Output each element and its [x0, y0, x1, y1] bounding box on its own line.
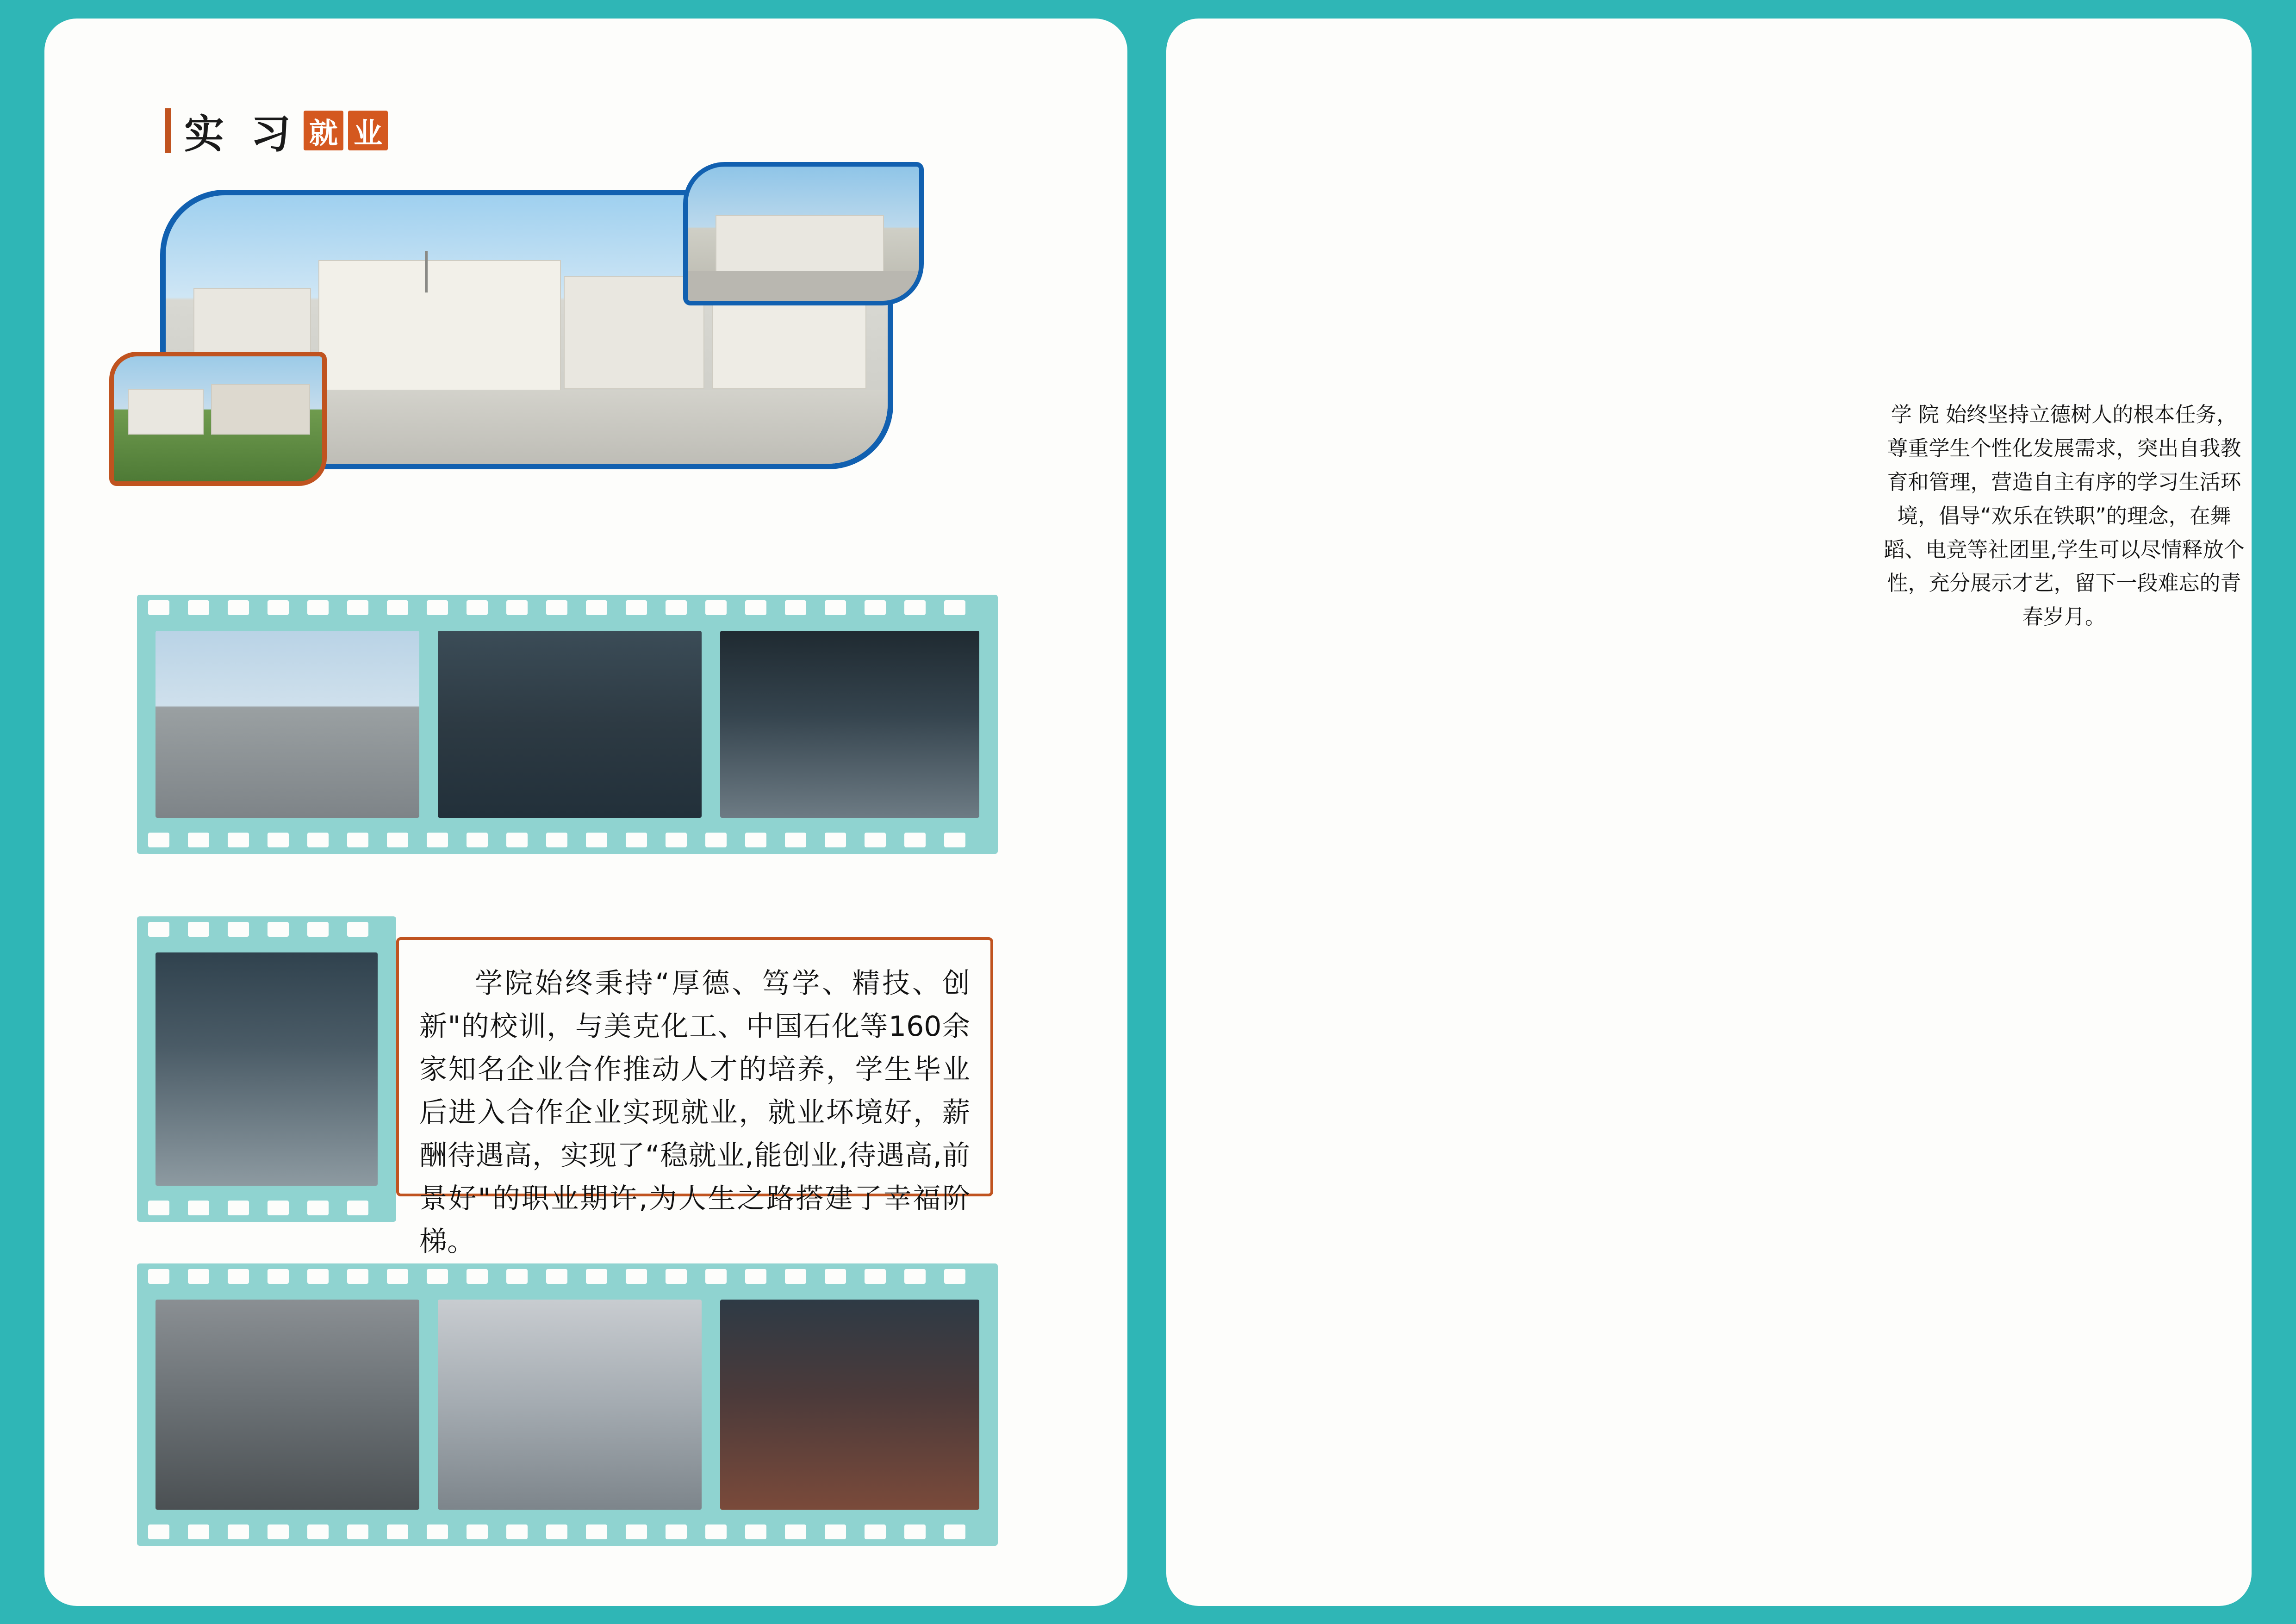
photo-internship-pipe	[156, 1300, 419, 1510]
photo-internship-plant	[438, 631, 702, 818]
film-perforation-bottom	[137, 1524, 998, 1540]
section-heading-internship	[165, 102, 392, 159]
hero-top-photo	[683, 162, 924, 305]
film-strip-middle	[137, 916, 396, 1222]
right-page	[1166, 19, 2252, 1606]
film-perforation-top	[137, 922, 396, 938]
heading-word: 实 习	[184, 111, 297, 157]
film-perforation-top	[137, 600, 998, 616]
heading-badge-2: 业	[348, 111, 388, 150]
film-strip-bottom	[137, 1263, 998, 1546]
photo-internship-computer-lab	[156, 952, 378, 1186]
film-perforation-bottom	[137, 833, 998, 848]
photo-internship-electrical	[438, 1300, 702, 1510]
hero-photo-group	[132, 171, 1012, 472]
hero-bottom-photo	[109, 352, 327, 486]
film-perforation-top	[137, 1269, 998, 1285]
heading-badge-1: 就	[304, 111, 343, 150]
clubs-statement-text: 学 院 始终坚持立德树人的根本任务，尊重学生个性化发展需求，突出自我教育和管理，营造自主有序的学习生活环境，倡导“欢乐在铁职”的理念，在舞蹈、电竞等社团里,学生可以尽情释放个性，充分展示才艺，留下一段难忘的青春岁月。	[1884, 402, 2245, 629]
photo-internship-auto	[720, 631, 979, 818]
training-quote-text: 学院始终秉持“厚德、笃学、精技、创新"的校训，与美克化工、中国石化等160余家知名企业合作推动人才的培养，学生毕业后进入合作企业实现就业，就业坏境好，薪酬待遇高，实现了“稳就业,能创业,待遇高,前景好"的职业期许,为人生之路搭建了幸福阶梯。	[419, 967, 970, 1258]
film-perforation-bottom	[137, 1201, 396, 1216]
heading-badges	[304, 111, 392, 150]
photo-internship-tanks	[156, 631, 419, 818]
training-quote-box	[396, 937, 993, 1258]
film-strip-top	[137, 595, 998, 854]
heading-accent-bar	[165, 108, 171, 153]
photo-internship-preschool	[720, 1300, 979, 1510]
left-page	[44, 19, 1127, 1606]
